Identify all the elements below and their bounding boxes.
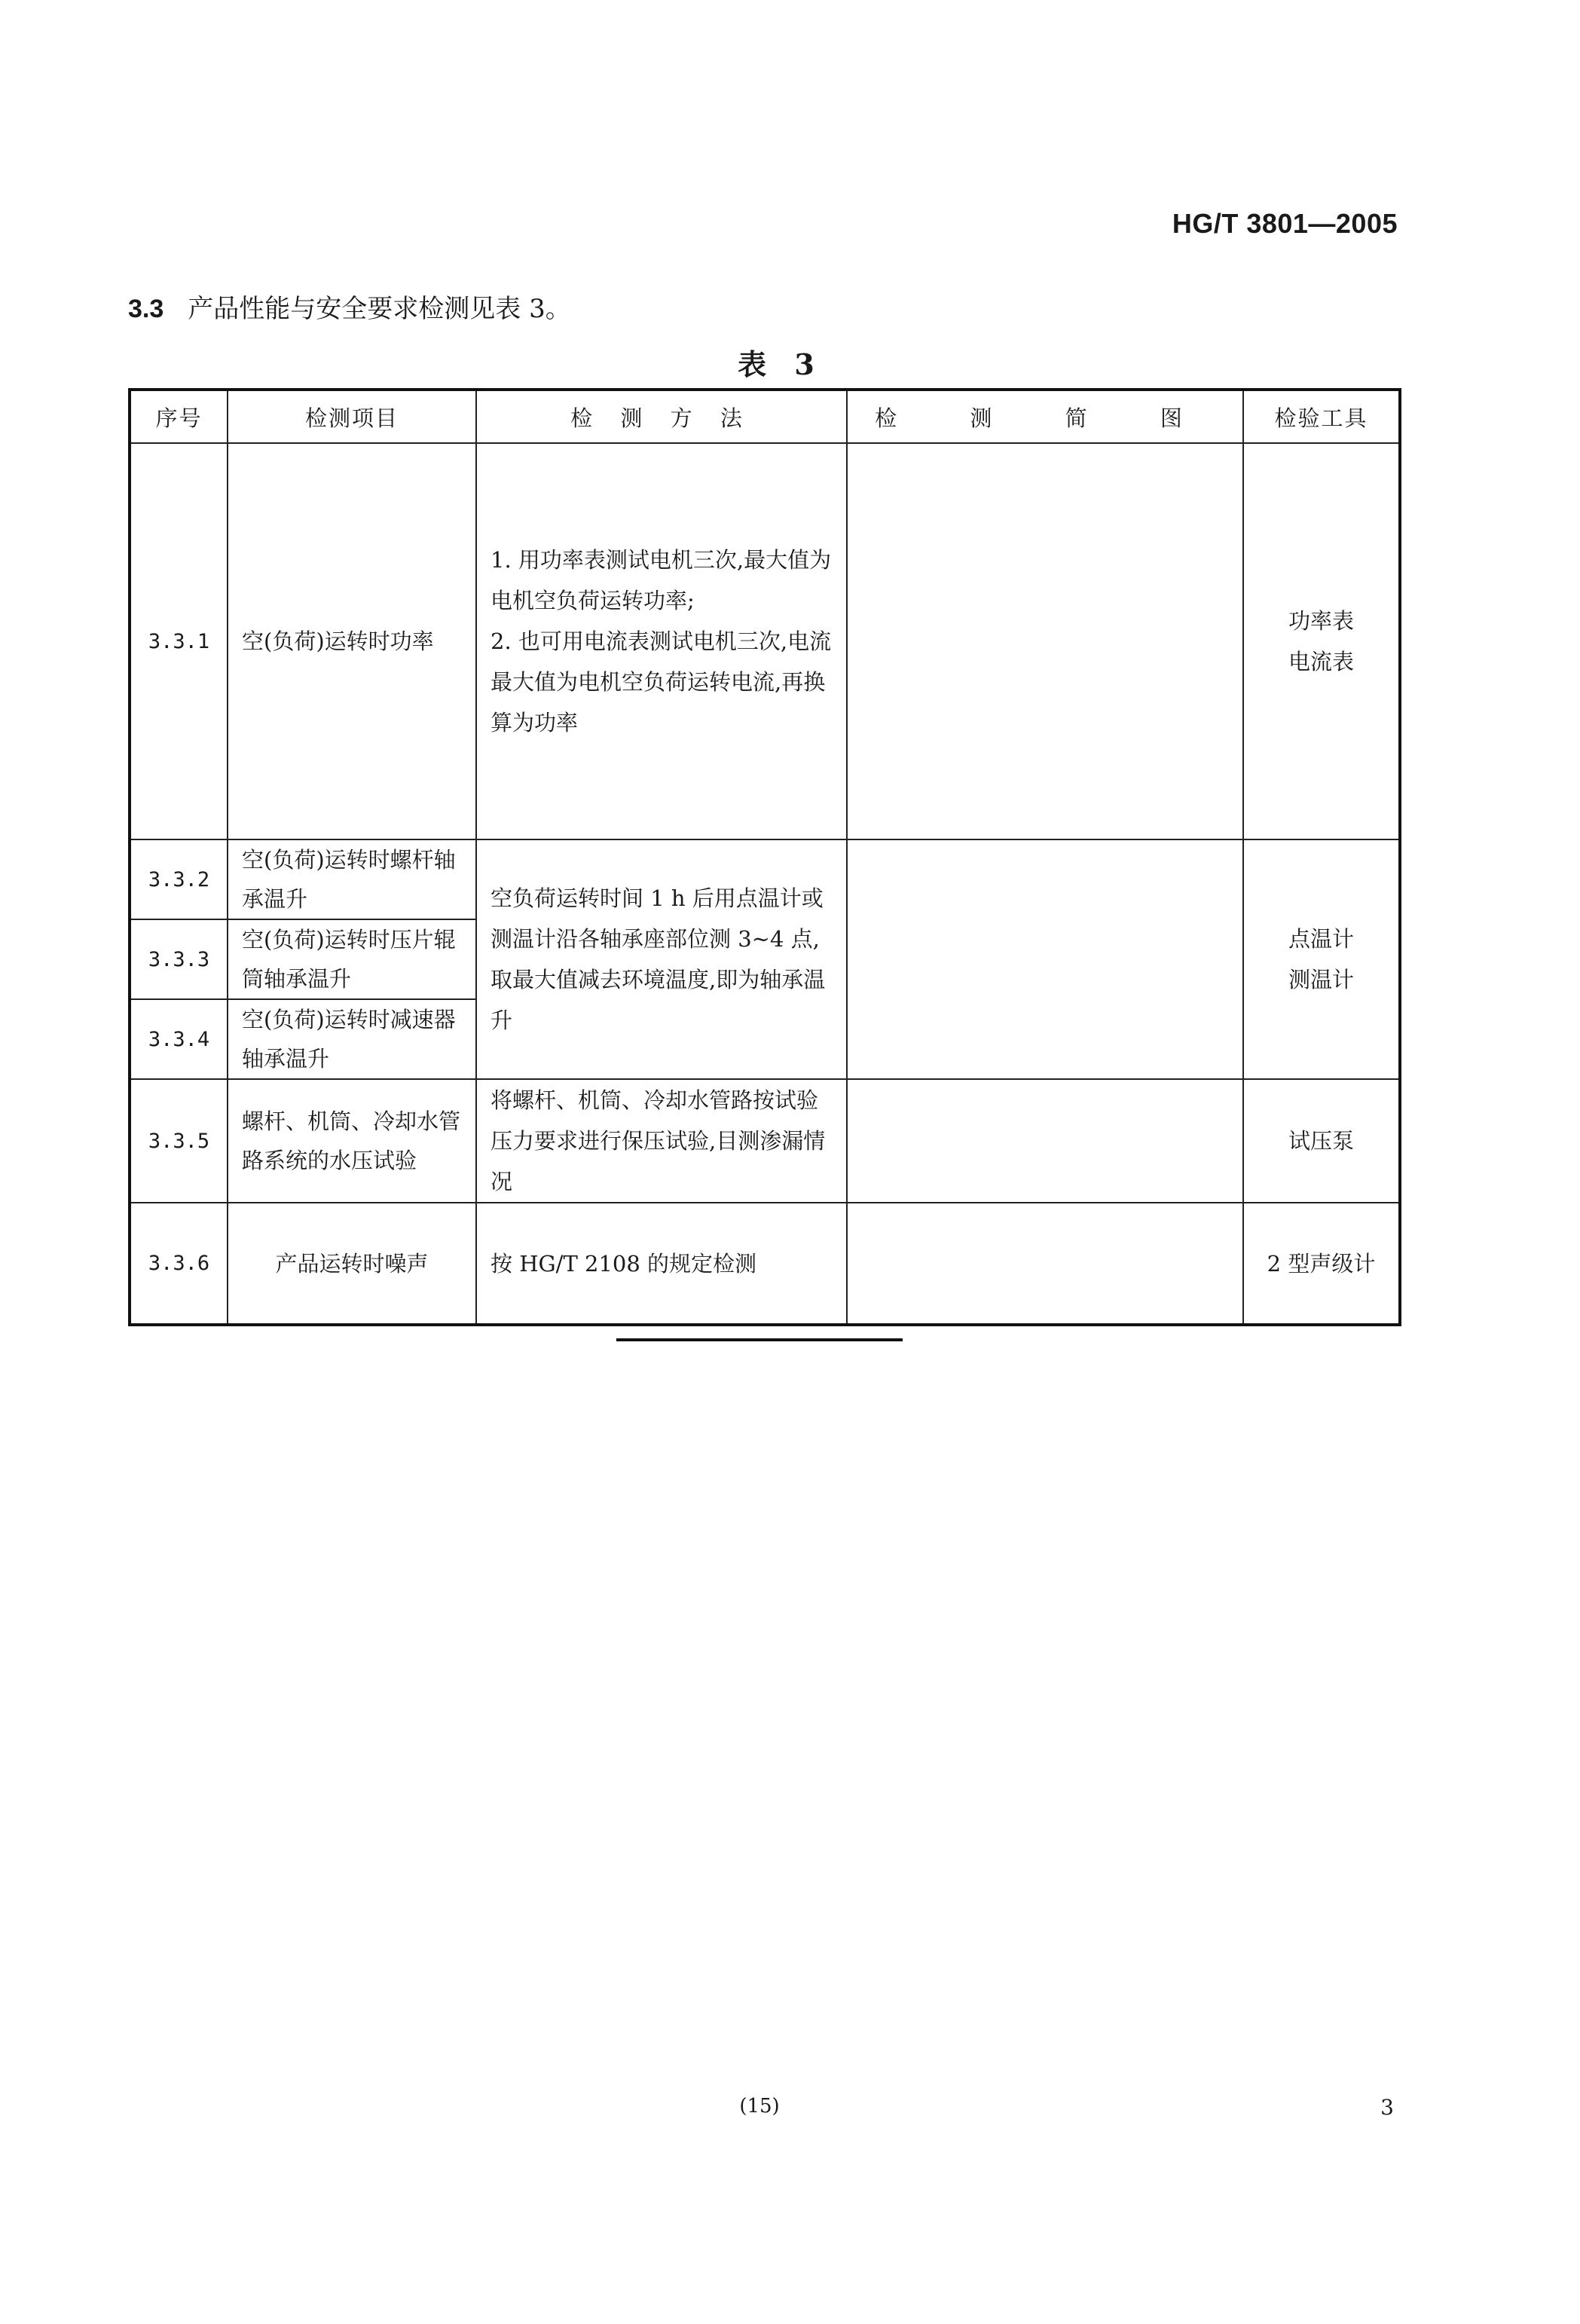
row-method: 将螺杆、机筒、冷却水管路按试验压力要求进行保压试验,目测渗漏情况	[476, 1079, 847, 1203]
clause-number: 3.3	[128, 295, 164, 323]
col-header-item: 检测项目	[228, 390, 476, 443]
clause-text: 产品性能与安全要求检测见表 3。	[188, 294, 571, 324]
standard-code: HG/T 3801—2005	[1172, 208, 1398, 239]
inspection-table	[128, 388, 1401, 1326]
row-diagram	[847, 443, 1243, 839]
table-row	[130, 443, 1400, 839]
row-sn: 3.3.3	[130, 919, 228, 999]
row-sn: 3.3.4	[130, 999, 228, 1079]
row-sn: 3.3.5	[130, 1079, 228, 1203]
row-item: 产品运转时噪声	[228, 1203, 476, 1325]
table-row	[130, 1079, 1400, 1203]
bearing-group-diagram	[847, 839, 1243, 1079]
row-item: 空(负荷)运转时压片辊筒轴承温升	[228, 919, 476, 999]
row-diagram	[847, 1079, 1243, 1203]
row-tool: 功率表 电流表	[1243, 443, 1400, 839]
table-header-row	[130, 390, 1400, 443]
row-diagram	[847, 1203, 1243, 1325]
col-header-method: 检 测 方 法	[476, 390, 847, 443]
col-header-sn: 序号	[130, 390, 228, 443]
row-tool: 试压泵	[1243, 1079, 1400, 1203]
row-method: 按 HG/T 2108 的规定检测	[476, 1203, 847, 1325]
col-header-tool: 检验工具	[1243, 390, 1400, 443]
row-item: 空(负荷)运转时减速器轴承温升	[228, 999, 476, 1079]
inner-page-number: (15)	[739, 2095, 780, 2118]
row-tool: 2 型声级计	[1243, 1203, 1400, 1325]
row-item: 空(负荷)运转时螺杆轴承温升	[228, 839, 476, 919]
row-method: 1. 用功率表测试电机三次,最大值为电机空负荷运转功率; 2. 也可用电流表测试电机三次,电流最大值为电机空负荷运转电流,再换算为功率	[476, 443, 847, 839]
table-row	[130, 839, 1400, 919]
clause-3-3	[128, 288, 571, 325]
bearing-group-method: 空负荷运转时间 1 h 后用点温计或测温计沿各轴承座部位测 3~4 点,取最大值减去环境温度,即为轴承温升	[476, 839, 847, 1079]
table-row	[130, 1203, 1400, 1325]
col-header-diagram: 检 测 简 图	[847, 390, 1243, 443]
bearing-group-tool: 点温计 测温计	[1243, 839, 1400, 1079]
row-item: 空(负荷)运转时功率	[228, 443, 476, 839]
table-caption: 表 3	[738, 347, 814, 381]
end-of-standard-rule	[616, 1338, 903, 1341]
row-sn: 3.3.2	[130, 839, 228, 919]
row-sn: 3.3.1	[130, 443, 228, 839]
page-number: 3	[1380, 2095, 1394, 2120]
row-sn: 3.3.6	[130, 1203, 228, 1325]
row-item: 螺杆、机筒、冷却水管路系统的水压试验	[228, 1079, 476, 1203]
